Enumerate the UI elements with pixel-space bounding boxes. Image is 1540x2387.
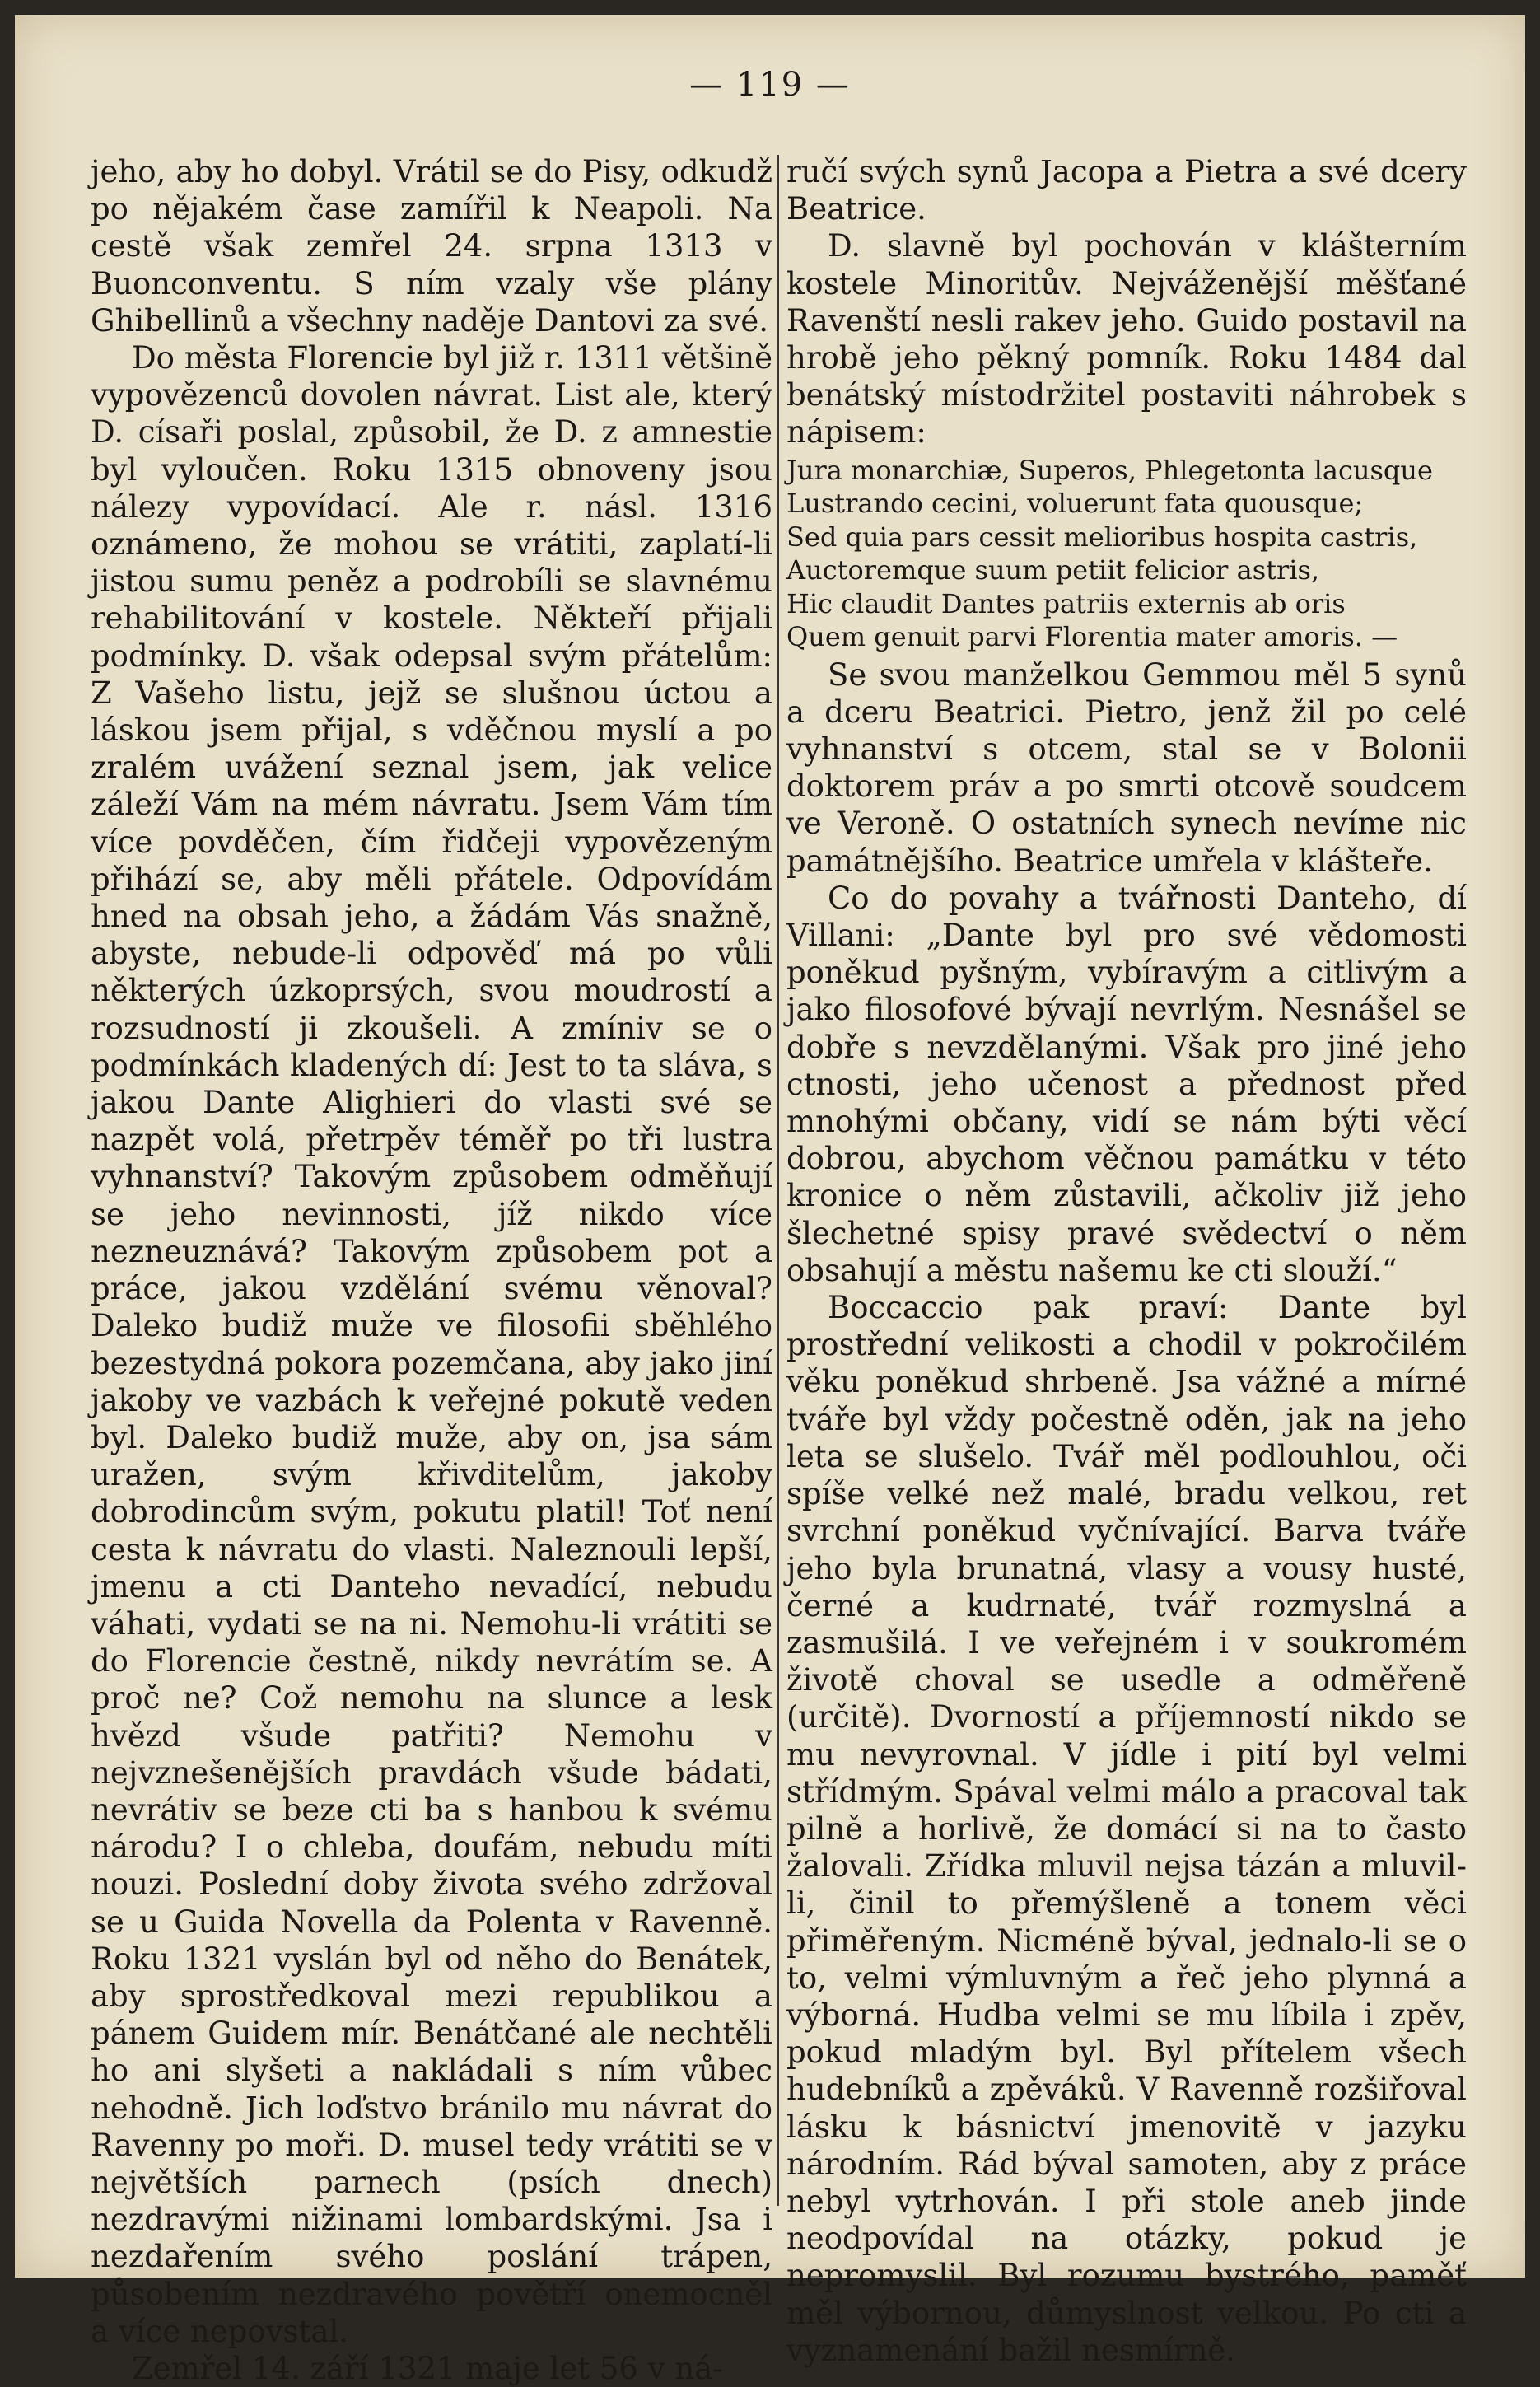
right-paragraph-1: ručí svých synů Jacopa a Pietra a své dcery Beatrice. — [786, 154, 1467, 227]
left-paragraph-2: Do města Florencie byl již r. 1311 většině vypovězenců dovolen návrat. List ale, který D. císaři poslal, způsobil, že D. z amnestie byl vyloučen. Roku 1315 obnoveny jsou nálezy vypovídací. Ale r. násl. 1316 oznámeno, že mohou se vrátiti, zaplatí-li jistou sumu peněz a podrobíli se slavnému rehabilitování v kostele. Někteří přijali podmínky. D. však odepsal svým přátelům: Z Vašeho listu, jejž se slušnou úctou a láskou jsem přijal, s vděčnou myslí a po zralém uvážení seznal jsem, jak velice záleží Vám na mém návratu. Jsem Vám tím více povděčen, čím řidčeji vypovězeným přihází se, aby měli přátele. Odpovídám hned na obsah jeho, a žádám Vás snažně, abyste, nebude-li odpověď má po vůli některých úzkoprsých, svou moudrostí a rozsudností ji zkoušeli. A zmíniv se o podmínkách kladených dí: Jest to ta sláva, s jakou Dante Alighieri do vlasti své se nazpět volá, přetrpěv téměř po tři lustra vyhnanství? Takovým způsobem odměňují se jeho nevinnosti, jíž nikdo více nezneuznává? Takovým způsobem pot a práce, jakou vzdělání svému věnoval? Daleko budiž muže ve filosofii sběhlého bezestydná pokora pozemčana, aby jako jiní jakoby ve vazbách k veřejné pokutě veden byl. Daleko budiž muže, aby on, jsa sám uražen, svým křivditelům, jakoby dobrodincům svým, pokutu platil! Toť není cesta k návratu do vlasti. Naleznouli lepší, jmenu a cti Danteho nevadící, nebudu váhati, vydati se na ni. Nemohu-li vrátiti se do Florencie čestně, nikdy nevrátím se. A proč ne? Což nemohu na slunce a lesk hvězd všude patřiti? Nemohu v nejvznešenějších pravdách všude bádati, nevrátiv se beze cti ba s hanbou k svému národu? I o chleba, doufám, nebudu míti nouzi. Poslední doby života svého zdržoval se u Guida Novella da Polenta v Ravenně. Roku 1321 vyslán byl od něho do Benátek, aby sprostředkoval mezi republikou a pánem Guidem mír. Benátčané ale nechtěli ho ani slyšeti a nakládali s ním vůbec nehodně. Jich loďstvo bránilo mu návrat do Ravenny po moři. D. musel tedy vrátiti se v největších parnech (psích dnech) nezdravými nižinami lombardskými. Jsa i nezdařením svého poslání trápen, působením nezdravého povětří onemocněl a více nepovstal. — [91, 340, 772, 2349]
left-paragraph-1: jeho, aby ho dobyl. Vrátil se do Pisy, odkudž po nějakém čase zamířil k Neapoli. Na cestě však zemřel 24. srpna 1313 v Buonconventu. S ním vzaly vše plány Ghibellinů a všechny naděje Dantovi za své. — [91, 154, 772, 339]
left-paragraph-3: Zemřel 14. září 1321 maje let 56 v ná- — [132, 2350, 723, 2386]
epitaph-line: Jura monarchiæ, Superos, Phlegetonta lacusque — [786, 454, 1433, 486]
right-paragraph-4: Co do povahy a tvářnosti Danteho, dí Villani: „Dante byl pro své vědomosti poněkud pyšným, vybíravým a citlivým a jako filosofové bývají nevrlým. Nesnášel se dobře s nevzdělanými. Však pro jiné jeho ctnosti, jeho učenost a přednost před mnohými občany, vidí se nám býti věcí dobrou, abychom věčnou památku v této kronice o něm zůstavili, ačkoliv již jeho šlechetné spisy pravé svědectví o něm obsahují a městu našemu ke cti slouží.“ — [786, 880, 1467, 1288]
right-paragraph-2: D. slavně byl pochován v klášterním kostele Minoritův. Nejváženější měšťané Ravenští nesli rakev jeho. Guido postavil na hrobě jeho pěkný pomník. Roku 1484 dal benátský místodržitel postaviti náhrobek s nápisem: — [786, 228, 1467, 451]
epitaph-line: Lustrando cecini, voluerunt fata quousque; — [786, 488, 1364, 520]
epitaph-line: Hic claudit Dantes patriis externis ab oris — [786, 587, 1346, 619]
left-column — [91, 153, 772, 2387]
right-paragraph-5: Boccaccio pak praví: Dante byl prostřední velikosti a chodil v pokročilém věku poněkud shrbeně. Jsa vážné a mírné tváře byl vždy počestně oděn, jak na jeho leta se slušelo. Tvář měl podlouhlou, oči spíše velké než malé, bradu velkou, ret svrchní poněkud vyčnívající. Barva tváře jeho byla brunatná, vlasy a vousy husté, černé a kudrnaté, tvář rozmyslná a zasmušilá. I ve veřejném i v soukromém životě choval se usedle a odměřeně (určitě). Dvorností a příjemností nikdo se mu nevyrovnal. V jídle i pití byl velmi střídmým. Spával velmi málo a pracoval tak pilně a horlivě, že domácí si na to často žalovali. Zřídka mluvil nejsa tázán a mluvil-li, činil to přemýšleně a tonem věci přiměřeným. Nicméně býval, jednalo-li se o to, velmi výmluvným a řeč jeho plynná a výborná. Hudba velmi se mu líbila i zpěv, pokud mladým byl. Byl přítelem všech hudebníků a zpěváků. V Ravenně rozšiřoval lásku k básnictví jmenovitě v jazyku národním. Rád býval samoten, aby z práce nebyl vytrhován. I při stole aneb jinde neodpovídal na otázky, pokud je nepromyslil. Byl rozumu bystrého, paměť měl výbornou, důmyslnost velkou. Po cti a vyznamenání bažil nesmírně. — [786, 1290, 1467, 2368]
epitaph-inscription — [786, 454, 1467, 654]
column-divider — [777, 155, 779, 2206]
epitaph-line: Sed quia pars cessit melioribus hospita castris, — [786, 521, 1418, 553]
page-number: — 119 — — [689, 66, 851, 104]
epitaph-line: Quem genuit parvi Florentia mater amoris. — — [786, 621, 1398, 653]
epitaph-line: Auctoremque suum petiit felicior astris, — [786, 554, 1320, 586]
book-page — [15, 15, 1525, 2386]
right-column — [786, 153, 1467, 2369]
right-paragraph-3: Se svou manželkou Gemmou měl 5 synů a dceru Beatrici. Pietro, jenž žil po celé vyhnanství s otcem, stal se v Bolonii doktorem práv a po smrti otcově soudcem ve Veroně. O ostatních synech nevíme nic památnějšího. Beatrice umřela v klášteře. — [786, 656, 1467, 879]
